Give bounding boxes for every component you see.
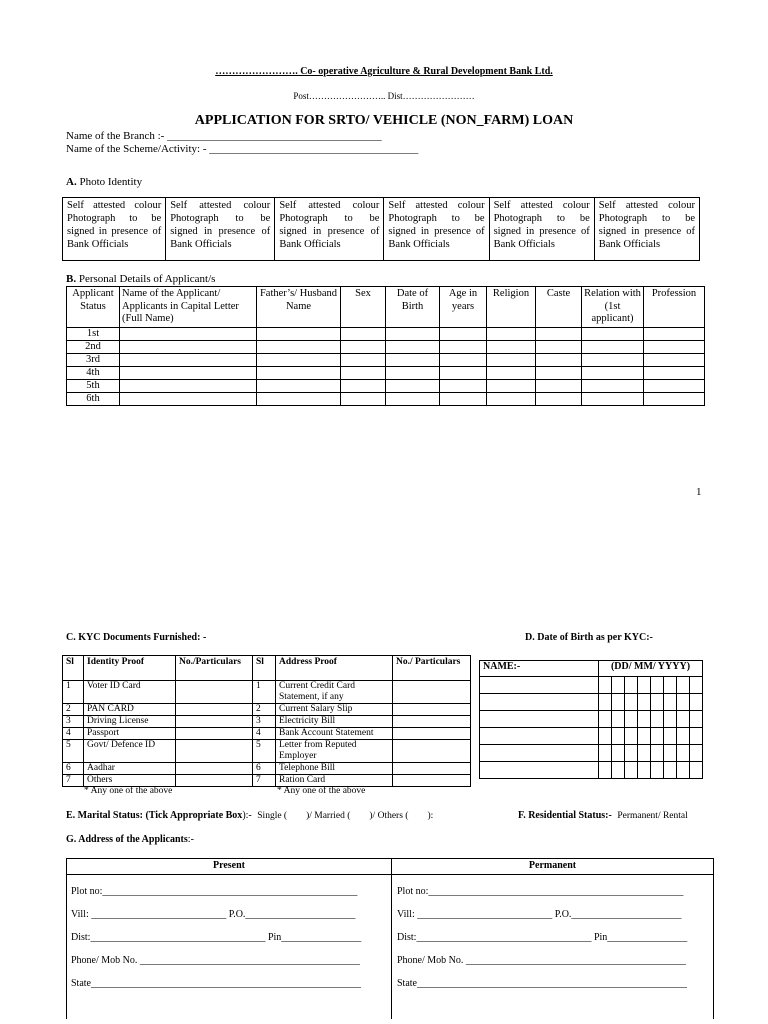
sl-number: 1 [253, 681, 276, 704]
cell[interactable] [644, 327, 705, 340]
table-row [480, 677, 703, 694]
column-header: Father’s/ Husband Name [257, 287, 341, 328]
column-header: Identity Proof [84, 656, 176, 681]
sl-number: 5 [63, 740, 84, 763]
digit-cell[interactable] [611, 677, 624, 694]
address-label: G. Address of the Applicants [66, 834, 188, 845]
sl-number: 2 [253, 704, 276, 716]
digit-cell[interactable] [611, 711, 624, 728]
identity-proof: Voter ID Card [84, 681, 176, 704]
name-label: NAME:- [480, 661, 599, 677]
sl-number: 2 [63, 704, 84, 716]
digit-cell[interactable] [689, 694, 702, 711]
table-row [480, 694, 703, 711]
digit-cell[interactable] [624, 745, 637, 762]
cell[interactable] [644, 353, 705, 366]
digit-cell[interactable] [676, 762, 689, 779]
cell[interactable] [487, 327, 536, 340]
column-header: Applicant Status [67, 287, 120, 328]
personal-details-table [66, 286, 705, 406]
cell[interactable] [176, 704, 253, 716]
digit-cell[interactable] [663, 728, 676, 745]
applicant-status: 4th [67, 366, 120, 379]
photo-cell[interactable]: Self attested colour Photograph to be signed in presence of Bank Officials [594, 198, 699, 261]
cell[interactable] [386, 327, 440, 340]
photo-cell[interactable]: Self attested colour Photograph to be signed in presence of Bank Officials [275, 198, 384, 261]
photo-cell[interactable]: Self attested colour Photograph to be signed in presence of Bank Officials [166, 198, 275, 261]
digit-cell[interactable] [624, 677, 637, 694]
table-row [63, 763, 471, 775]
cell[interactable] [257, 366, 341, 379]
dob-table [479, 660, 703, 779]
digit-cell[interactable] [689, 762, 702, 779]
cell[interactable] [582, 379, 644, 392]
cell[interactable] [120, 340, 257, 353]
table-row [67, 353, 705, 366]
cell[interactable] [440, 353, 487, 366]
cell[interactable] [440, 379, 487, 392]
digit-cell[interactable] [663, 694, 676, 711]
column-header: Age in years [440, 287, 487, 328]
cell[interactable] [257, 340, 341, 353]
digit-cell[interactable] [624, 762, 637, 779]
cell[interactable] [536, 353, 582, 366]
cell[interactable] [341, 340, 386, 353]
cell[interactable] [644, 392, 705, 405]
permanent-vill-field[interactable]: Vill: ___________________________ P.O.______________________ [397, 909, 682, 920]
address-proof: Current Salary Slip [276, 704, 393, 716]
cell[interactable] [341, 353, 386, 366]
digit-cell[interactable] [650, 728, 663, 745]
digit-cell[interactable] [599, 762, 612, 779]
digit-cell[interactable] [599, 745, 612, 762]
sl-number: 7 [63, 775, 84, 787]
page-title: APPLICATION FOR SRTO/ VEHICLE (NON_FARM) LOAN [194, 113, 574, 128]
cell[interactable] [440, 327, 487, 340]
cell[interactable] [440, 340, 487, 353]
column-header: Caste [536, 287, 582, 328]
cell[interactable] [257, 353, 341, 366]
digit-cell[interactable] [650, 762, 663, 779]
digit-cell[interactable] [611, 762, 624, 779]
cell[interactable] [120, 379, 257, 392]
address-suffix: :- [187, 834, 194, 845]
digit-cell[interactable] [663, 745, 676, 762]
digit-cell[interactable] [689, 728, 702, 745]
permanent-column-header: Permanent [528, 860, 577, 871]
cell[interactable] [487, 379, 536, 392]
cell[interactable] [176, 716, 253, 728]
digit-cell[interactable] [663, 762, 676, 779]
digit-cell[interactable] [611, 745, 624, 762]
address-proof: Bank Account Statement [276, 728, 393, 740]
cell[interactable] [536, 392, 582, 405]
present-column-header: Present [212, 860, 246, 871]
present-phone-field[interactable]: Phone/ Mob No. ____________________________________________ [71, 955, 360, 966]
cell[interactable] [644, 379, 705, 392]
table-row [63, 740, 471, 763]
column-header: Religion [487, 287, 536, 328]
cell[interactable] [386, 392, 440, 405]
sl-number: 3 [253, 716, 276, 728]
marital-status-suffix: ):- [242, 810, 252, 821]
applicant-status: 2nd [67, 340, 120, 353]
marital-status-row [66, 810, 433, 821]
cell[interactable] [176, 775, 253, 787]
cell[interactable] [120, 353, 257, 366]
kyc-note-right: * Any one of the above [277, 786, 366, 796]
address-header-rule [67, 874, 713, 875]
digit-cell[interactable] [624, 711, 637, 728]
cell[interactable] [341, 327, 386, 340]
cell[interactable] [176, 728, 253, 740]
photo-cell[interactable]: Self attested colour Photograph to be signed in presence of Bank Officials [489, 198, 594, 261]
name-cell[interactable] [480, 762, 599, 779]
table-row [63, 775, 471, 787]
digit-cell[interactable] [676, 728, 689, 745]
permanent-phone-field[interactable]: Phone/ Mob No. ____________________________________________ [397, 955, 686, 966]
column-header: Name of the Applicant/ Applicants in Capital Letter (Full Name) [120, 287, 257, 328]
table-row [63, 681, 471, 704]
section-a-label: A. [66, 176, 77, 188]
table-row [63, 704, 471, 716]
applicant-status: 3rd [67, 353, 120, 366]
cell[interactable] [393, 716, 471, 728]
sl-number: 4 [63, 728, 84, 740]
residential-status-options[interactable]: Permanent/ Rental [617, 811, 688, 821]
column-header: No./Particulars [176, 656, 253, 681]
identity-proof: Passport [84, 728, 176, 740]
present-state-field[interactable]: State______________________________________________________ [71, 978, 361, 989]
marital-status-options[interactable]: Single ( )/ Married ( )/ Others ( ): [257, 811, 434, 821]
cell[interactable] [176, 740, 253, 763]
name-cell[interactable] [480, 711, 599, 728]
page-number: 1 [696, 486, 702, 498]
cell[interactable] [393, 763, 471, 775]
digit-cell[interactable] [676, 677, 689, 694]
cell[interactable] [176, 681, 253, 704]
present-vill-field[interactable]: Vill: ___________________________ P.O.______________________ [71, 909, 356, 920]
table-row [480, 711, 703, 728]
digit-cell[interactable] [650, 677, 663, 694]
residential-status-label: F. Residential Status:- [518, 810, 612, 821]
scheme-field[interactable]: Name of the Scheme/Activity: - ______________________________________ [66, 143, 419, 155]
cell[interactable] [536, 340, 582, 353]
column-header: Sex [341, 287, 386, 328]
column-header: Sl [253, 656, 276, 681]
sl-number: 4 [253, 728, 276, 740]
digit-cell[interactable] [624, 728, 637, 745]
marital-status-label: E. Marital Status: (Tick Appropriate Box [66, 810, 243, 821]
cell[interactable] [386, 379, 440, 392]
cell[interactable] [120, 366, 257, 379]
date-format-label: (DD/ MM/ YYYY) [599, 661, 703, 677]
digit-cell[interactable] [650, 711, 663, 728]
digit-cell[interactable] [676, 745, 689, 762]
table-row [67, 379, 705, 392]
digit-cell[interactable] [650, 745, 663, 762]
cell[interactable] [120, 392, 257, 405]
digit-cell[interactable] [676, 711, 689, 728]
cell[interactable] [536, 379, 582, 392]
name-cell[interactable] [480, 694, 599, 711]
address-proof: Electricity Bill [276, 716, 393, 728]
table-row [67, 366, 705, 379]
cell[interactable] [393, 740, 471, 763]
cell[interactable] [582, 366, 644, 379]
digit-cell[interactable] [599, 677, 612, 694]
cell[interactable] [582, 340, 644, 353]
sl-number: 6 [253, 763, 276, 775]
section-a-title: Photo Identity [79, 176, 143, 188]
digit-cell[interactable] [599, 711, 612, 728]
cell[interactable] [487, 392, 536, 405]
sl-number: 5 [253, 740, 276, 763]
cell[interactable] [440, 366, 487, 379]
digit-cell[interactable] [689, 711, 702, 728]
digit-cell[interactable] [689, 677, 702, 694]
cell[interactable] [257, 327, 341, 340]
digit-cell[interactable] [611, 694, 624, 711]
address-proof: Letter from Reputed Employer [276, 740, 393, 763]
cell[interactable] [393, 681, 471, 704]
table-row [63, 728, 471, 740]
digit-cell[interactable] [599, 694, 612, 711]
section-d-title: D. Date of Birth as per KYC:- [525, 632, 653, 643]
digit-cell[interactable] [663, 711, 676, 728]
identity-proof: PAN CARD [84, 704, 176, 716]
digit-cell[interactable] [689, 745, 702, 762]
table-header-row [63, 656, 471, 681]
address-heading [66, 834, 194, 845]
column-header: Profession [644, 287, 705, 328]
table-row [67, 392, 705, 405]
section-c-title: C. KYC Documents Furnished: - [66, 632, 207, 643]
name-cell[interactable] [480, 745, 599, 762]
digit-cell[interactable] [637, 762, 650, 779]
cell[interactable] [440, 392, 487, 405]
photo-cell[interactable]: Self attested colour Photograph to be signed in presence of Bank Officials [384, 198, 489, 261]
address-proof: Ration Card [276, 775, 393, 787]
table-row [480, 728, 703, 745]
cell[interactable] [393, 775, 471, 787]
address-divider [391, 859, 392, 1019]
cell[interactable] [582, 353, 644, 366]
sl-number: 3 [63, 716, 84, 728]
permanent-state-field[interactable]: State______________________________________________________ [397, 978, 687, 989]
permanent-plot-field[interactable]: Plot no:___________________________________________________ [397, 886, 684, 897]
kyc-documents-table [62, 655, 471, 787]
digit-cell[interactable] [599, 728, 612, 745]
photo-cell[interactable]: Self attested colour Photograph to be signed in presence of Bank Officials [63, 198, 166, 261]
cell[interactable] [393, 704, 471, 716]
address-table [66, 858, 714, 1019]
column-header: Address Proof [276, 656, 393, 681]
identity-proof: Others [84, 775, 176, 787]
table-row [480, 762, 703, 779]
table-header-row [67, 287, 705, 328]
applicant-status: 6th [67, 392, 120, 405]
sl-number: 7 [253, 775, 276, 787]
table-row [67, 327, 705, 340]
digit-cell[interactable] [637, 694, 650, 711]
cell[interactable] [644, 366, 705, 379]
section-b-title: Personal Details of Applicant/s [78, 273, 216, 285]
cell[interactable] [644, 340, 705, 353]
cell[interactable] [582, 327, 644, 340]
column-header: No./ Particulars [393, 656, 471, 681]
digit-cell[interactable] [637, 728, 650, 745]
bank-name-line: ……………………. Co- operative Agriculture & Rural Development Bank Ltd. [215, 66, 553, 77]
digit-cell[interactable] [637, 711, 650, 728]
cell[interactable] [536, 327, 582, 340]
digit-cell[interactable] [637, 745, 650, 762]
present-dist-field[interactable]: Dist:___________________________________ Pin________________ [71, 932, 362, 943]
table-row [67, 340, 705, 353]
cell[interactable] [257, 379, 341, 392]
cell[interactable] [341, 366, 386, 379]
cell[interactable] [582, 392, 644, 405]
cell[interactable] [536, 366, 582, 379]
address-proof: Telephone Bill [276, 763, 393, 775]
column-header: Sl [63, 656, 84, 681]
sl-number: 6 [63, 763, 84, 775]
residential-status-row [518, 810, 688, 821]
name-cell[interactable] [480, 677, 599, 694]
sl-number: 1 [63, 681, 84, 704]
identity-proof: Govt/ Defence ID [84, 740, 176, 763]
photo-identity-table [62, 197, 700, 261]
applicant-status: 1st [67, 327, 120, 340]
digit-cell[interactable] [624, 694, 637, 711]
cell[interactable] [341, 379, 386, 392]
branch-field[interactable]: Name of the Branch :- _______________________________________ [66, 130, 382, 142]
cell[interactable] [257, 392, 341, 405]
permanent-dist-field[interactable]: Dist:___________________________________ Pin________________ [397, 932, 688, 943]
cell[interactable] [386, 340, 440, 353]
cell[interactable] [341, 392, 386, 405]
digit-cell[interactable] [637, 677, 650, 694]
cell[interactable] [393, 728, 471, 740]
cell[interactable] [386, 366, 440, 379]
cell[interactable] [487, 340, 536, 353]
applicant-status: 5th [67, 379, 120, 392]
digit-cell[interactable] [611, 728, 624, 745]
cell[interactable] [487, 353, 536, 366]
table-row [63, 716, 471, 728]
address-proof: Current Credit Card Statement, if any [276, 681, 393, 704]
section-b-label: B. [66, 273, 77, 285]
column-header: Date of Birth [386, 287, 440, 328]
cell[interactable] [386, 353, 440, 366]
table-row [480, 745, 703, 762]
kyc-note-left: * Any one of the above [84, 786, 173, 796]
cell[interactable] [176, 763, 253, 775]
digit-cell[interactable] [663, 677, 676, 694]
digit-cell[interactable] [676, 694, 689, 711]
cell[interactable] [120, 327, 257, 340]
post-dist-line: Post…………………….. Dist…………………… [293, 91, 475, 101]
digit-cell[interactable] [650, 694, 663, 711]
section-b-heading [66, 273, 215, 285]
identity-proof: Driving License [84, 716, 176, 728]
section-a-heading [66, 176, 142, 188]
identity-proof: Aadhar [84, 763, 176, 775]
cell[interactable] [487, 366, 536, 379]
name-cell[interactable] [480, 728, 599, 745]
column-header: Relation with (1st applicant) [582, 287, 644, 328]
present-plot-field[interactable]: Plot no:___________________________________________________ [71, 886, 358, 897]
